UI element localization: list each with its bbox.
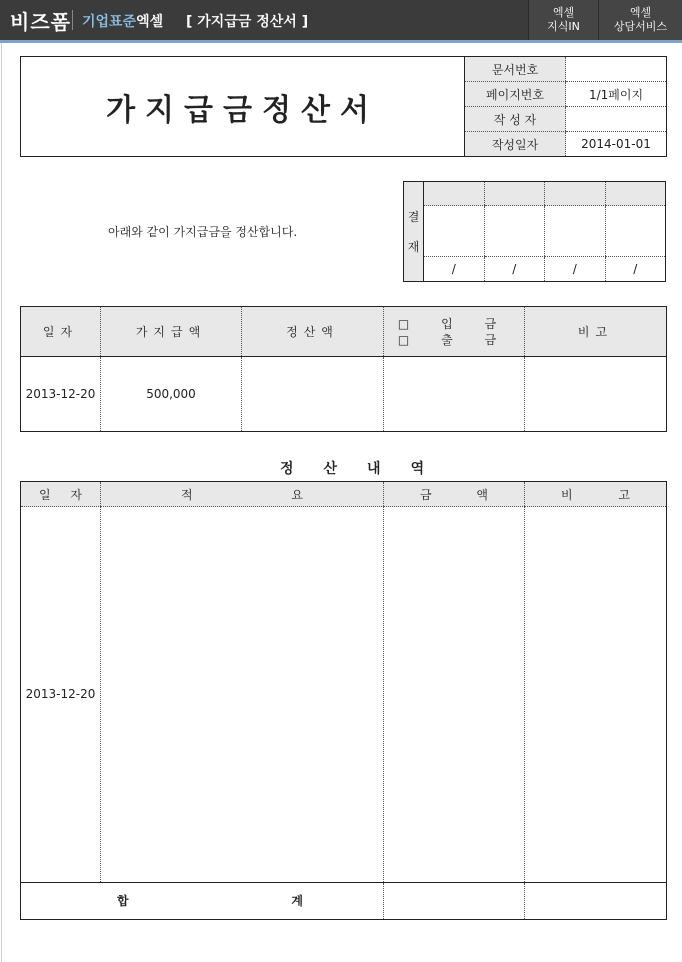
total-label-b: 계: [291, 894, 303, 909]
approver-title-2[interactable]: [484, 182, 545, 206]
detail-description[interactable]: [101, 507, 384, 883]
detail-amount[interactable]: [384, 507, 525, 883]
approver-date-4[interactable]: /: [605, 256, 666, 281]
document-title-label: [ 가지급금 정산서 ]: [186, 14, 309, 30]
top-bar: [0, 0, 682, 43]
approver-sign-2[interactable]: [484, 206, 545, 257]
approver-title-4[interactable]: [605, 182, 666, 206]
detail-header-note-a: 비: [561, 487, 573, 502]
approver-date-3[interactable]: /: [545, 256, 606, 281]
detail-header-desc: [101, 482, 384, 507]
withdraw-checkbox-label[interactable]: □ 출 금: [397, 332, 511, 347]
summary-date[interactable]: 2013-12-20: [25, 387, 96, 402]
details-table: [20, 481, 667, 920]
detail-header-desc-a: 적: [181, 487, 193, 502]
summary-inout-amount[interactable]: [384, 357, 525, 432]
approver-sign-4[interactable]: [605, 206, 666, 257]
summary-note[interactable]: [525, 357, 667, 432]
detail-header-amount-b: 액: [476, 487, 488, 502]
approver-date-1[interactable]: /: [424, 256, 485, 281]
header-block: [20, 56, 667, 157]
brand-part2: 엑셀: [136, 14, 164, 30]
detail-date[interactable]: 2013-12-20: [25, 687, 96, 702]
page-number-value[interactable]: 1/1페이지: [566, 82, 667, 107]
doc-number-label: 문서번호: [465, 57, 566, 82]
summary-header-date: 일자: [21, 307, 101, 357]
detail-header-note: [525, 482, 667, 507]
author-value[interactable]: [566, 107, 667, 132]
detail-header-date-a: 일: [39, 487, 51, 502]
approval-label: [404, 182, 424, 282]
approver-sign-1[interactable]: [424, 206, 485, 257]
detail-header-date-b: 자: [70, 487, 82, 502]
detail-header-desc-b: 요: [291, 487, 303, 502]
summary-table: [20, 306, 667, 432]
summary-header-settle: 정산액: [242, 307, 384, 357]
excel-knowledge-line2: 지식IN: [547, 20, 580, 33]
deposit-checkbox-label[interactable]: □ 입 금: [397, 316, 511, 331]
detail-note[interactable]: [525, 507, 667, 883]
total-amount[interactable]: [384, 882, 525, 919]
intro-text: 아래와 같이 가지급금을 정산합니다.: [108, 225, 298, 239]
summary-advance-amount[interactable]: 500,000: [101, 357, 242, 432]
approval-label-top: 결: [407, 209, 420, 224]
approver-sign-3[interactable]: [545, 206, 606, 257]
detail-header-amount: [384, 482, 525, 507]
approval-box: [403, 181, 666, 282]
approver-date-2[interactable]: /: [484, 256, 545, 281]
page-number-label: 페이지번호: [465, 82, 566, 107]
date-label: 작성일자: [465, 132, 566, 157]
page-left-rule: [1, 43, 2, 962]
brand-label: [82, 11, 163, 31]
logo-divider: [72, 10, 73, 30]
summary-settle-amount[interactable]: [242, 357, 384, 432]
summary-header-note: 비고: [525, 307, 667, 357]
section-title: 정산내역: [280, 461, 455, 477]
consult-service-line2: 상담서비스: [613, 20, 668, 33]
total-label: [21, 882, 384, 919]
summary-header-advance: 가지급액: [101, 307, 242, 357]
bizform-logo[interactable]: 비즈폼: [10, 10, 71, 34]
approver-title-3[interactable]: [545, 182, 606, 206]
consult-service-button[interactable]: [598, 0, 682, 40]
detail-header-amount-a: 금: [420, 487, 432, 502]
form-title: 가지급금정산서: [21, 57, 465, 157]
author-label: 작 성 자: [465, 107, 566, 132]
detail-header-date: [21, 482, 101, 507]
excel-knowledge-line1: 엑셀: [552, 6, 575, 19]
brand-part1: 기업표준: [82, 14, 137, 30]
total-note[interactable]: [525, 882, 667, 919]
doc-number-value[interactable]: [566, 57, 667, 82]
consult-service-line1: 엑셀: [629, 6, 652, 19]
summary-header-inout: [384, 307, 525, 357]
approver-title-1[interactable]: [424, 182, 485, 206]
date-value[interactable]: 2014-01-01: [566, 132, 667, 157]
excel-knowledge-button[interactable]: [528, 0, 598, 40]
detail-header-note-b: 고: [618, 487, 630, 502]
approval-label-bottom: 재: [407, 239, 420, 254]
total-label-a: 합: [117, 894, 129, 909]
